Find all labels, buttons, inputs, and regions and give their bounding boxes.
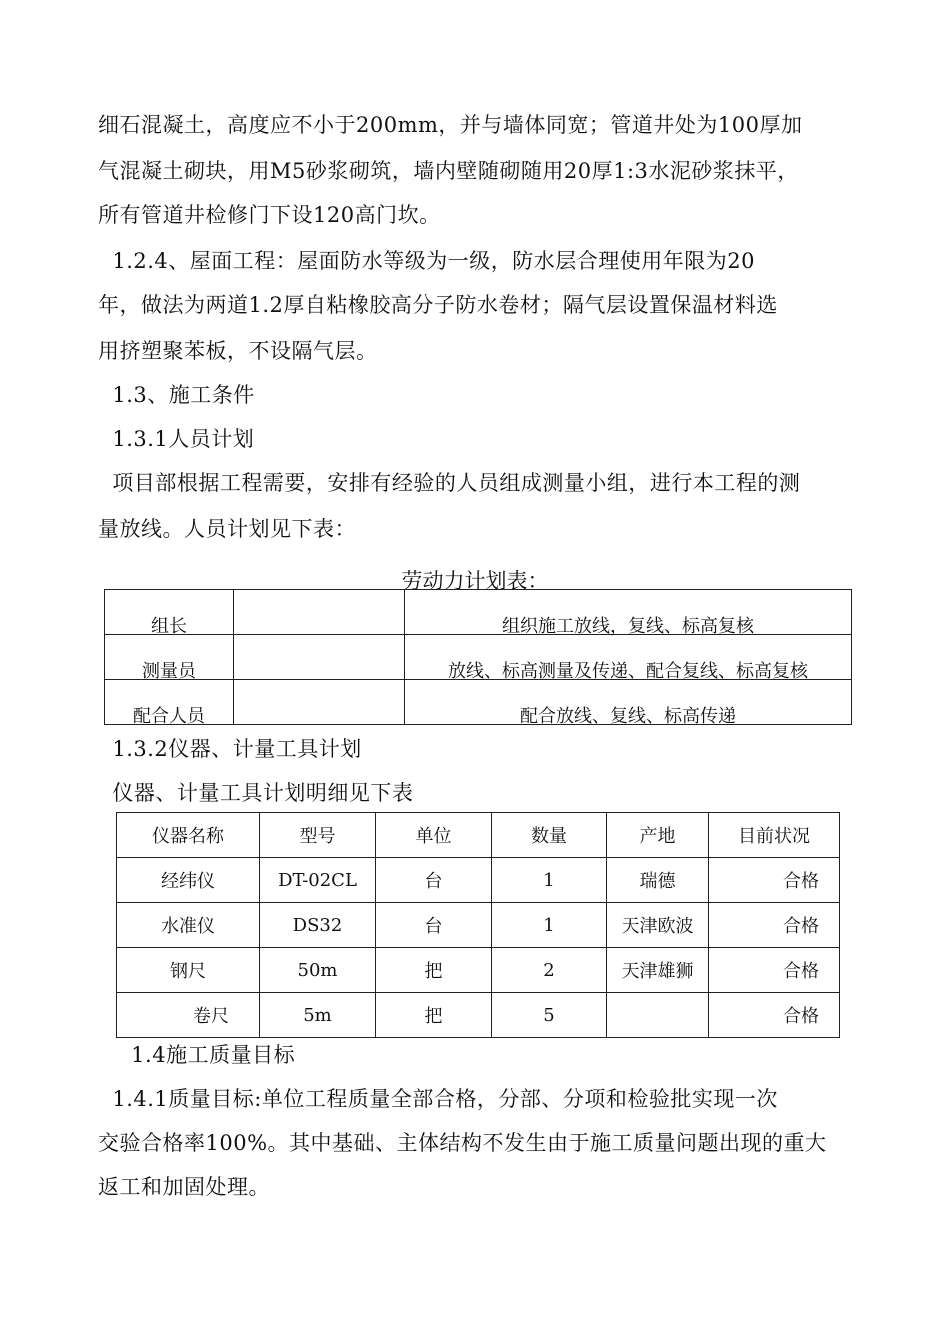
header-cell: 目前状况 <box>709 813 840 858</box>
table-cell: 配合放线、复线、标高传递 <box>405 680 852 725</box>
paragraph-line: 年，做法为两道1.2厚自粘橡胶高分子防水卷材；隔气层设置保温材料选 <box>98 293 778 317</box>
table-cell: 2 <box>492 948 607 993</box>
paragraph-line: 气混凝土砌块，用M5砂浆砌筑，墙内壁随砌随用20厚1:3水泥砂浆抹平， <box>98 159 799 183</box>
table-cell: 测量员 <box>105 635 234 680</box>
paragraph-line: 交验合格率100%。其中基础、主体结构不发生由于施工质量问题出现的重大 <box>98 1131 827 1155</box>
labor-plan-table <box>104 589 852 725</box>
table-cell: 经纬仪 <box>117 858 260 903</box>
table-row <box>105 635 852 680</box>
table-row <box>117 993 840 1038</box>
paragraph-line: 所有管道井检修门下设120高门坎。 <box>98 203 441 227</box>
table-cell: 合格 <box>709 948 840 993</box>
table-row <box>105 680 852 725</box>
paragraph-line: 量放线。人员计划见下表： <box>98 517 356 541</box>
paragraph-line: 1.4.1质量目标:单位工程质量全部合格，分部、分项和检验批实现一次 <box>98 1087 778 1111</box>
table-cell: 钢尺 <box>117 948 260 993</box>
table-cell: 把 <box>376 948 492 993</box>
table-cell <box>234 635 405 680</box>
table-cell: 台 <box>376 858 492 903</box>
table-cell: 天津雄狮 <box>607 948 709 993</box>
section-heading: 1.3.2仪器、计量工具计划 <box>98 737 362 761</box>
table-cell: DT-02CL <box>260 858 376 903</box>
section-heading: 1.3.1人员计划 <box>98 427 255 451</box>
table-row <box>117 903 840 948</box>
table-cell: 合格 <box>709 993 840 1038</box>
table-cell: 卷尺 <box>117 993 260 1038</box>
header-cell: 仪器名称 <box>117 813 260 858</box>
table-cell: 合格 <box>709 858 840 903</box>
table-cell: 天津欧波 <box>607 903 709 948</box>
paragraph-line: 细石混凝土，高度应不小于200mm，并与墙体同宽；管道井处为100厚加 <box>98 113 803 137</box>
table-cell: DS32 <box>260 903 376 948</box>
table-cell: 台 <box>376 903 492 948</box>
table-cell: 瑞德 <box>607 858 709 903</box>
header-cell: 单位 <box>376 813 492 858</box>
table-cell: 组织施工放线，复线、标高复核 <box>405 590 852 635</box>
table-cell: 5m <box>260 993 376 1038</box>
table-cell: 水准仪 <box>117 903 260 948</box>
table-row <box>117 948 840 993</box>
table-row <box>117 858 840 903</box>
table-cell <box>607 993 709 1038</box>
section-heading: 1.3、施工条件 <box>98 383 255 407</box>
table-cell: 把 <box>376 993 492 1038</box>
table-caption: 劳动力计划表： <box>401 569 549 593</box>
paragraph-line: 返工和加固处理。 <box>98 1175 270 1199</box>
paragraph-line: 用挤塑聚苯板，不设隔气层。 <box>98 339 378 363</box>
table-cell: 组长 <box>105 590 234 635</box>
table-cell: 合格 <box>709 903 840 948</box>
table-row <box>105 590 852 635</box>
table-cell: 1 <box>492 903 607 948</box>
header-cell: 产地 <box>607 813 709 858</box>
paragraph-line: 项目部根据工程需要，安排有经验的人员组成测量小组，进行本工程的测 <box>98 471 801 495</box>
table-cell: 50m <box>260 948 376 993</box>
table-cell: 5 <box>492 993 607 1038</box>
header-cell: 数量 <box>492 813 607 858</box>
table-cell: 配合人员 <box>105 680 234 725</box>
header-cell: 型号 <box>260 813 376 858</box>
section-heading: 1.4施工质量目标 <box>124 1043 296 1067</box>
paragraph-line: 1.2.4、屋面工程：屋面防水等级为一级，防水层合理使用年限为20 <box>98 249 756 273</box>
table-cell <box>234 680 405 725</box>
paragraph-line: 仪器、计量工具计划明细见下表 <box>98 781 414 805</box>
table-cell: 1 <box>492 858 607 903</box>
instrument-table <box>116 812 840 1038</box>
table-cell: 放线、标高测量及传递、配合复线、标高复核 <box>405 635 852 680</box>
table-cell <box>234 590 405 635</box>
table-header-row <box>117 813 840 858</box>
